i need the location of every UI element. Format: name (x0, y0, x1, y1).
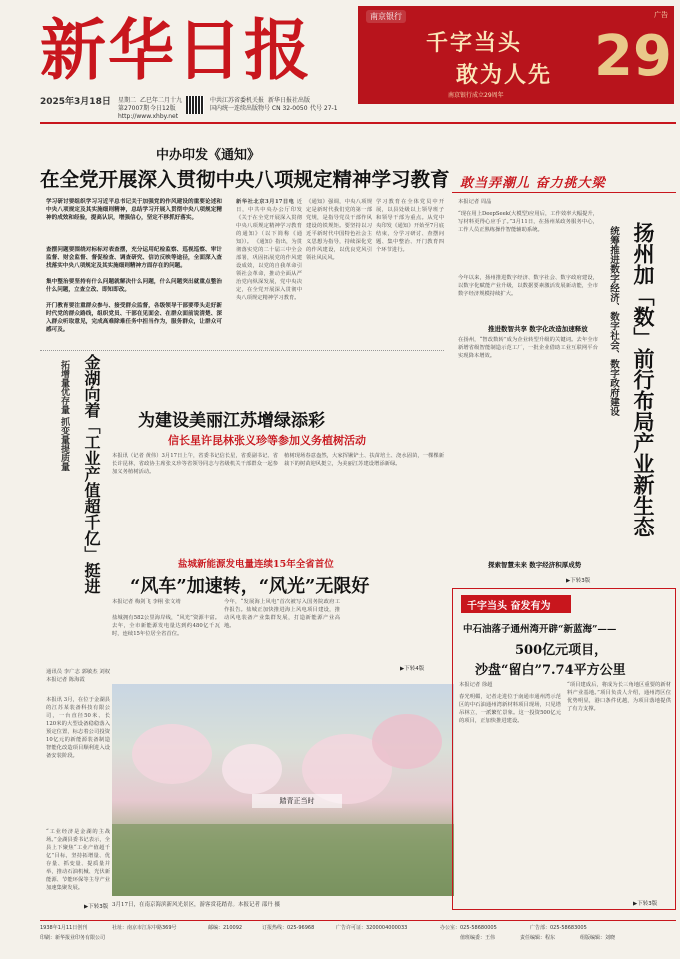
yangzhou-subheadline: 统筹推进数字经济、数字社会、数字政府建设 (608, 226, 619, 416)
right-banner: 敢当弄潮儿 奋力挑大梁 (460, 176, 606, 191)
masthead (40, 6, 312, 94)
footer-duty-editor: 值班编委：王伟 (460, 935, 496, 941)
footer-printer: 印刷：新华报业印务有限公司 (40, 935, 106, 941)
yangzhou-headline: 扬州加「数」前行布局产业新生态 (631, 222, 656, 537)
wind-body-1: 盐城拥有582公里海岸线，“风光”资源丰富。去年，全市新能源发电量达到约480亿千瓦时，连续15年位居全省首位。 (112, 615, 220, 637)
right-banner-divider (452, 192, 676, 193)
lead-summary-2: 查摆问题要围绕对标标对表查摆，充分运用纪检监察、巡视巡察、审计监督、财会监督、督促检查、调查研究、信访反映等途径，全面深入查找落实中央八项规定及其实施细则精神方面存在的问题。 (46, 247, 222, 269)
jinhu-body-1: 本报讯 3月，在位于金湖县的江苏某装备科技有限公司，一台直径50米、长120米的大型设备稳稳落入预定位置，标志着公司投资10亿元的新能源装备制造智能化改造项目顺利进入设备安装阶段。 (46, 697, 110, 759)
footer-ad-dept: 广告部：025-58683005 (530, 925, 587, 931)
lead-body-column-3: 学习教育在全体党员中开展，以县处级以上领导班子和领导干部为重点。从党中央印发《通知》开始至7月底结束，分学习研讨、查摆问题、集中整治、开门教育四个环节进行。 (376, 199, 444, 253)
footer-office: 办公室：025-58680005 (440, 925, 497, 931)
feature-body-2: “项目建成后，将成为长三角地区重要的新材料产业基地。”项目负责人介绍，通州湾区位优势明显，港口条件优越，为项目落地提供了有力支撑。 (567, 682, 671, 712)
footer-divider (40, 920, 676, 921)
lead-body-column-2: 《通知》强调，中央八项规定是新时代我们党的第一部党规，是指导党员干部作风建设的铁规矩。要坚持以习近平新时代中国特色社会主义思想为指导，持续深化党的作风建设，以优良党风引领社风民风。 (306, 199, 372, 261)
wind-credit: 本报记者 梅剑飞 李栩 张文靖 (112, 599, 181, 605)
lead-summary-3: 集中整治要坚持有什么问题就解决什么问题，什么问题突出就重点整治什么问题，立查立改、即知即改。 (46, 279, 222, 293)
lead-dateline: 新华社北京3月17日电 (236, 199, 295, 205)
lunar-date: 乙巳年二月十九 (140, 97, 183, 104)
wind-body-2: 今年，“发展海上风电”首次被写入国务院政府工作报告。盐城正加快推进海上风电项目建设，推动风电装备产业集群发展，打造新能源产业高地。 (224, 599, 340, 629)
issue-date: 2025年3月18日 (40, 97, 111, 107)
section-divider (40, 350, 444, 351)
lead-kicker: 中办印发《通知》 (156, 148, 261, 163)
wind-headline: “风车”加速转，“风光”无限好 (130, 576, 370, 597)
bank-logo: 南京银行 (366, 10, 406, 23)
lead-summary-4: 开门教育要注重群众参与、接受群众监督，各级领导干部要带头走好新时代党的群众路线，组织党员、干部在见面会、在群众面前说清楚、深入群众听取意见，完成高难除难任务中担当作为，服务群众，让群众可感可及。 (46, 303, 222, 333)
ad-subtitle: 南京银行成立29周年 (448, 92, 504, 99)
cn-number: 国内统一连续出版物号 CN 32-0050 (210, 105, 308, 112)
right-feature-box (452, 588, 676, 910)
feature-body-1: 春光明媚，记者走进位于南通市通州湾示范区的中石油通州湾新材料项目现场，只见塔吊林立，一派繁忙景象。这一投资500亿元的项目，正加快推进建设。 (459, 694, 561, 724)
jinhu-headline: 金湖向着「工业产值超千亿」挺进 (82, 354, 101, 594)
publisher: 新华日报社出版 (268, 97, 311, 104)
sponsor: 中共江苏省委机关报 (210, 97, 265, 104)
ad-slogan-2: 敢为人先 (456, 62, 553, 88)
qr-code-icon (186, 96, 204, 114)
lead-summary-1: 学习研讨要组织学习习近平总书记关于加强党的作风建设的重要论述和中央八项规定及其实施细则精神，总结学习开展入贯彻中央八项规定精神的成效和经验，提高认识，增强信心，坚定不移抓好落实。 (46, 199, 222, 221)
jinhu-credit: 通讯员 李广志 郭敏杰 刘权 本报记者 陈海霞 (46, 669, 110, 683)
yangzhou-body-2: 今年以来，扬州推进数字经济、数字社会、数字政府建设，以数字化赋能产业升级，以数据要素激活发展新动能，全市数字经济规模持续扩大。 (458, 275, 598, 297)
feature-banner: 千字当头 奋发有为 (467, 601, 551, 612)
feature-headline-1: 中石油落子通州湾开辟“新蓝海”—— (463, 624, 617, 635)
yangzhou-subhead-1: 推进数智共享 数字化改造加速释放 (488, 325, 588, 333)
ad-slogan-1: 千字当头 (426, 30, 523, 56)
advertisement-banner[interactable] (358, 6, 674, 104)
photo-overlay-title: 踏青正当时 (252, 794, 342, 808)
jinhu-jump-link[interactable]: ▶下转3版 (84, 904, 109, 910)
weekday: 星期二 (118, 97, 137, 104)
photo-caption: 3月17日，在南京海滨新风光景区，游客赏花踏青。本报记者 邵丹 摄 (112, 902, 280, 908)
masthead-date-block (40, 98, 111, 107)
yangzhou-body-3: 在扬州，“智改数转”成为企业转型升级的关键词。去年全市新增省级智能制造示范工厂，一批企业借助工业互联网平台实现降本增效。 (458, 337, 598, 359)
footer-editor: 责任编辑：程东 (520, 935, 556, 941)
tree-subheadline: 信长星许昆林张义珍等参加义务植树活动 (168, 434, 366, 447)
yangzhou-jump-link[interactable]: ▶下转3版 (566, 578, 591, 584)
tree-body-2: 植树现场春意盎然，大家挥锹铲土、扶苗培土、浇水固苗，一棵棵新栽下的树苗迎风挺立，为美丽江苏建设增添新绿。 (284, 453, 444, 467)
footer-layout-editor: 组版编辑：刘晓 (580, 935, 616, 941)
footer-postcode: 邮编：210092 (208, 925, 243, 931)
yangzhou-credit: 本报记者 周晶 (458, 199, 492, 205)
newspaper-title: 新华日报 (40, 11, 312, 89)
wind-jump-link[interactable]: ▶下转4版 (400, 666, 425, 672)
ad-anniversary-number: 29 (594, 24, 672, 89)
feature-credit: 本报记者 徐超 (459, 682, 493, 688)
tree-headline: 为建设美丽江苏增绿添彩 (138, 411, 325, 431)
wind-kicker: 盐城新能源发电量连续15年全省首位 (178, 559, 334, 570)
yangzhou-subhead-2: 探索智慧未来 数字经济积厚成势 (488, 561, 582, 569)
jinhu-body-2: “工业经济是金湖的主战场。”金湖县委书记表示，全县上下聚焦“工业产值超千亿”目标，坚持拓增量、优存量、抓变量、提质量并举，推动石油机械、光伏新能源、节能环保等主导产业加速集聚发展。 (46, 829, 110, 891)
jinhu-subheadline: 拓增量优存量 抓变量提质量 (59, 360, 69, 472)
lead-headline: 在全党开展深入贯彻中央八项规定精神学习教育 (40, 168, 450, 191)
yangzhou-body-1: “现在用上DeepSeek(大模型)应用后，工作效率大幅提升，写材料更得心应手了。”3月11日，在扬州某政务服务中心，工作人员正熟练操作智能辅助系统。 (458, 211, 598, 233)
feature-headline-2: 500亿元项目， (515, 643, 608, 658)
footer-founded: 1938年1月11日创刊 (40, 925, 88, 931)
tree-body-1: 本报讯（记者 黄伟）3月17日上午，省委书记信长星，省委副书记、省长许昆林，省政协主席张义珍等省领导同志与省级机关干部群众一起参加义务植树活动。 (112, 453, 278, 475)
issue-number: 第27007期 (118, 105, 150, 112)
footer-ad-license: 广告许可证：3200004000033 (336, 925, 408, 931)
ad-tag: 广告 (654, 11, 668, 19)
lead-body-column-1: 新华社北京3月17日电 近日，中共中央办公厅印发《关于在全党开展深入贯彻中央八项规定精神学习教育的通知》（以下简称《通知》）。 《通知》指出，为贯彻落实党的二十届三中全会部署，巩固拓展党的作风建设成效，以党的自我革命引领社会革命，推动全面从严治党向纵深发展，党中央决定，在全党开展深入贯彻中央八项规定精神学习教育。 (236, 199, 302, 301)
footer-address: 社址：南京市江东中路369号 (112, 925, 177, 931)
feature-headline-3: 沙盘“留白”7.74平方公里 (475, 663, 626, 678)
page-count: 今日12版 (150, 105, 176, 112)
footer-hotline: 订报热线：025-96968 (262, 925, 315, 931)
masthead-divider (40, 122, 676, 124)
landscape-photo (112, 684, 454, 896)
feature-jump-link[interactable]: ▶下转3版 (633, 901, 658, 907)
website-link[interactable]: http://www.xhby.net (118, 113, 179, 120)
postal-code: 代号 27-1 (310, 105, 338, 112)
